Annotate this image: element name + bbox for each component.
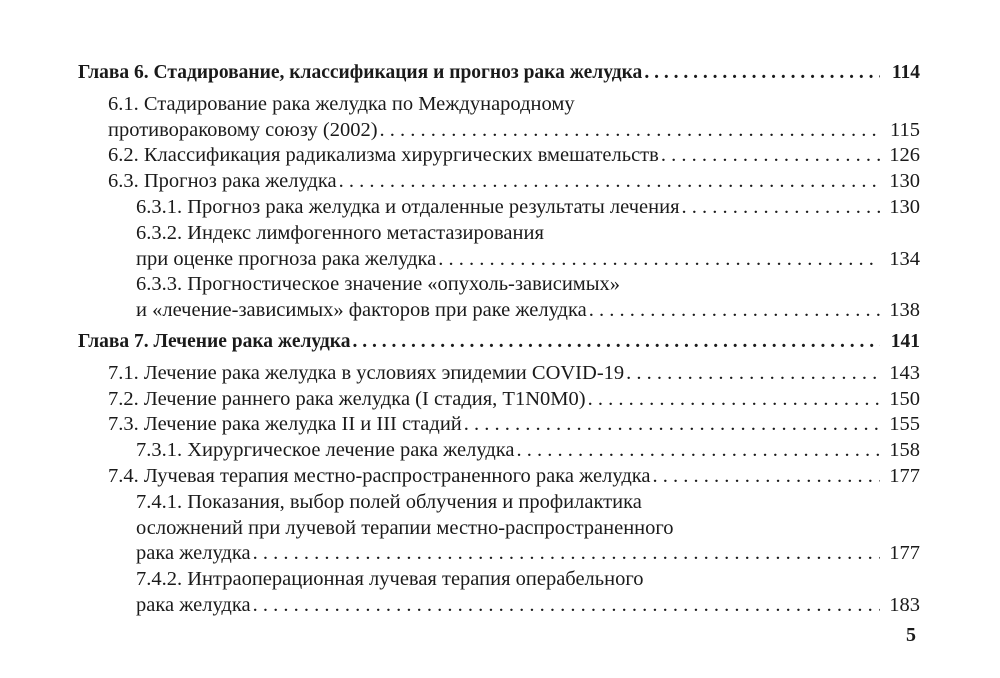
toc-section-7-2[interactable] <box>78 387 920 413</box>
dot-leader <box>253 541 880 567</box>
toc-entry-title-line: 6.1. Стадирование рака желудка по Международному <box>108 92 575 115</box>
toc-entry-title: Глава 6. Стадирование, классификация и прогноз рака желудка <box>78 62 643 83</box>
toc-entry-page: 183 <box>889 593 920 616</box>
dot-leader <box>464 412 880 438</box>
dot-leader <box>380 118 880 144</box>
dot-leader <box>438 247 880 273</box>
toc-entry-title: Глава 7. Лечение рака желудка <box>78 330 351 352</box>
toc-entry-page: 143 <box>889 361 920 384</box>
toc-entry-title-line: осложнений при лучевой терапии местно-распространенного <box>136 516 674 539</box>
toc-entry-page: 150 <box>889 387 920 410</box>
toc-entry-page: 155 <box>889 413 920 436</box>
toc-entry-title-line: рака желудка <box>136 542 251 565</box>
toc-entry-page: 126 <box>889 144 920 167</box>
toc-entry-title-line: 6.3.3. Прогностическое значение «опухоль-зависимых» <box>136 273 621 296</box>
toc-entry-title-line: и «лечение-зависимых» факторов при раке желудка <box>136 299 587 322</box>
toc-entry-page: 115 <box>890 118 920 141</box>
toc-section-6-2[interactable] <box>78 143 920 169</box>
toc-section-7-4-1[interactable] <box>78 490 920 567</box>
toc-section-6-3-1[interactable] <box>78 195 920 221</box>
toc-entry-page: 130 <box>889 170 920 193</box>
toc-entry-page: 141 <box>890 330 920 352</box>
toc-section-7-1[interactable] <box>78 361 920 387</box>
toc-entry-page: 134 <box>889 247 920 270</box>
toc-entry-title: 7.3. Лечение рака желудка II и III стадий <box>108 413 462 436</box>
dot-leader <box>339 169 880 195</box>
toc-section-7-3-1[interactable] <box>78 438 920 464</box>
toc-section-7-3[interactable] <box>78 412 920 438</box>
toc-entry-title: 7.4. Лучевая терапия местно-распространенного рака желудка <box>108 464 651 487</box>
toc-entry-title-line: противораковому союзу (2002) <box>108 118 378 141</box>
toc-entry-page: 138 <box>889 299 920 322</box>
dot-leader <box>589 298 880 324</box>
page-number: 5 <box>906 624 916 646</box>
toc-entry-page: 158 <box>889 439 920 462</box>
toc-entry-title: 7.3.1. Хирургическое лечение рака желудка <box>136 439 515 462</box>
toc-entry-page: 114 <box>891 62 920 83</box>
toc-entry-page: 177 <box>889 464 920 487</box>
toc-entry-title: 6.3. Прогноз рака желудка <box>108 170 337 193</box>
toc-entry-page: 130 <box>889 195 920 218</box>
toc-section-7-4[interactable] <box>78 464 920 490</box>
toc-section-6-3-2[interactable] <box>78 221 920 273</box>
toc-entry-title: 6.3.1. Прогноз рака желудка и отдаленные результаты лечения <box>136 195 680 218</box>
toc-entry-title-line: при оценке прогноза рака желудка <box>136 247 437 270</box>
table-of-contents <box>78 60 920 619</box>
dot-leader <box>653 464 880 490</box>
toc-entry-title-line: рака желудка <box>136 593 251 616</box>
toc-section-6-1[interactable] <box>78 92 920 144</box>
toc-entry-title: 6.2. Классификация радикализма хирургических вмешательств <box>108 144 659 167</box>
toc-entry-title-line: 7.4.2. Интраоперационная лучевая терапия операбельного <box>136 568 644 591</box>
toc-section-6-3-3[interactable] <box>78 272 920 324</box>
dot-leader <box>661 143 880 169</box>
toc-chapter-7[interactable] <box>78 329 920 355</box>
toc-entry-title: 7.1. Лечение рака желудка в условиях эпидемии COVID-19 <box>108 361 625 384</box>
dot-leader <box>626 361 880 387</box>
toc-entry-title-line: 7.4.1. Показания, выбор полей облучения и профилактика <box>136 490 642 513</box>
dot-leader <box>682 195 880 221</box>
dot-leader <box>253 593 880 619</box>
dot-leader <box>588 387 880 413</box>
toc-chapter-6[interactable] <box>78 60 920 86</box>
toc-section-6-3[interactable] <box>78 169 920 195</box>
dot-leader <box>517 438 880 464</box>
toc-entry-title: 7.2. Лечение раннего рака желудка (I стадия, T1N0M0) <box>108 387 586 410</box>
toc-entry-title-line: 6.3.2. Индекс лимфогенного метастазирования <box>136 221 544 244</box>
toc-entry-page: 177 <box>889 542 920 565</box>
dot-leader <box>644 60 880 86</box>
toc-section-7-4-2[interactable] <box>78 567 920 619</box>
dot-leader <box>353 329 881 355</box>
